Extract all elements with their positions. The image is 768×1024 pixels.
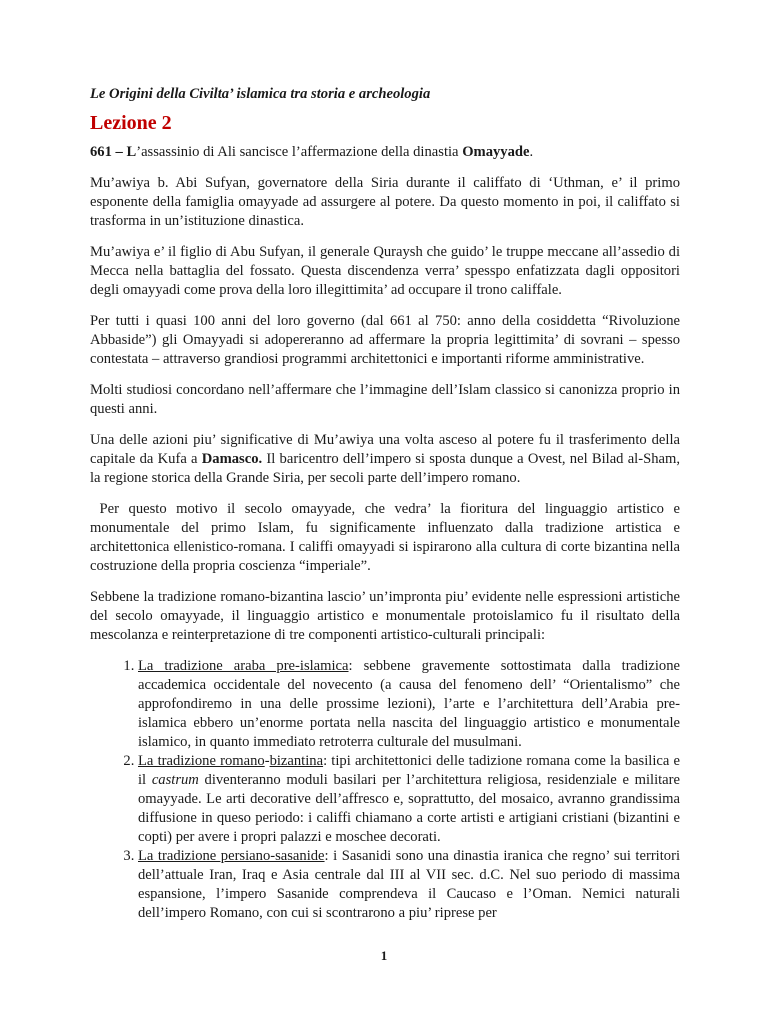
dynasty-name: Omayyade <box>462 144 530 160</box>
paragraph-2: Mu’awiya b. Abi Sufyan, governatore della Siria durante il califfato di ‘Uthman, e’ il primo esponente della famiglia omayyade ad assurgere al potere. Da questo momento in poi, il califfato si trasforma in un’istituzione dinastica. <box>90 175 680 229</box>
paragraph-4: Per tutti i quasi 100 anni del loro governo (dal 661 al 750: anno della cosiddetta “Rivoluzione Abbaside”) gli Omayyadi si adopereranno ad affermare la propria legittimita’ di sovrani – spesso contestata – attraverso grandiosi programmi architettonici e importanti riforme amministrative. <box>90 313 680 367</box>
lesson-title: Lezione 2 <box>90 112 172 134</box>
page-number: 1 <box>380 948 388 963</box>
list-item-text-b: diventeranno moduli basilari per l’architettura religiosa, residenziale e militare omayyade. Le arti decorative dell’affresco e, soprattutto, del mosaico, avranno grandissima diffusione in queso periodo: i califfi chiamano a corte artisti e artigiani cristiani (bizantini e copti) per avere i propri palazzi e moschee decorati. <box>138 772 680 845</box>
dash-l: – L <box>111 144 137 160</box>
capital-name: Damasco. <box>201 451 263 467</box>
list-item-label-sep: - <box>264 753 270 769</box>
paragraph-5: Molti studiosi concordano nell’affermare che l’immagine dell’Islam classico si canonizza proprio in questi anni. <box>90 382 680 417</box>
list-item <box>138 657 680 752</box>
list-item <box>138 752 680 847</box>
list-item-label-a: La tradizione romano <box>138 753 265 769</box>
paragraph-6-text-b: Il baricentro dell’impero si sposta dunque a Ovest, nel Bilad al-Sham, la regione storica della Grande Siria, per secoli parte dell’impero romano. <box>90 451 680 486</box>
paragraph-3: Mu’awiya e’ il figlio di Abu Sufyan, il generale Quraysh che guido’ le truppe meccane all’assedio di Mecca nella battaglia del fossato. Questa discendenza verra’ spesspo enfatizzata dagli oppositori degli omayyadi come prova della loro illegittimita’ ad occupare il trono califfale. <box>90 244 680 298</box>
list-item-text: : i Sasanidi sono una dinastia iranica che regno’ sui territori dell’attuale Iran, Iraq e Asia centrale dal III al VII sec. d.C. Nel suo periodo di massima espansione, l’impero Sasanide comprendeva il Caucaso e l’Oman. Nemici naturali dell’impero Romano, con cui si scontrarono a piu’ riprese per <box>138 848 680 921</box>
course-title: Le Origini della Civilta’ islamica tra storia e archeologia <box>90 86 431 102</box>
list-item-label: La tradizione persiano-sasanide <box>138 848 325 864</box>
list-item-label: La tradizione araba pre-islamica <box>138 658 349 674</box>
paragraph-1-text: ’assassinio di Ali sancisce l’affermazione della dinastia <box>136 144 463 160</box>
list-item <box>138 847 680 923</box>
paragraph-6 <box>90 431 680 488</box>
list-item-text-a: : tipi architettonici delle tadizione romana come la basilica e il <box>138 753 680 788</box>
list-item-label-b: bizantina <box>269 753 324 769</box>
paragraph-8: Sebbene la tradizione romano-bizantina lascio’ un’impronta piu’ evidente nelle espressioni artistiche del secolo omayyade, il linguaggio artistico e monumentale protoislamico fu il risultato della mescolanza e reinterpretazione di tre componenti artistico-culturali principali: <box>90 589 680 643</box>
paragraph-6-text-a: Una delle azioni piu’ significative di Mu’awiya una volta asceso al potere fu il trasferimento della capitale da Kufa a <box>90 432 680 467</box>
components-list <box>90 657 680 923</box>
list-item-text: : sebbene gravemente sottostimata dalla tradizione accademica occidentale del novecento (a causa del fenomeno dell’ “Orientalismo” che approfondiremo in una delle prossime lezioni), l’arte e l’architettura dell’Arabia pre-islamica ebbero un’enorme portata nella nascita del linguaggio artistico e monumentale islamico, in quanto immediato retroterra culturale del musulmani. <box>138 658 680 750</box>
paragraph-1-end: . <box>529 144 534 160</box>
year: 661 <box>90 144 112 160</box>
paragraph-7: Per questo motivo il secolo omayyade, che vedra’ la fioritura del linguaggio artistico e monumentale del primo Islam, fu significamente influenzato dalla tradizione artistica e architettonica ellenistico-romana. I califfi omayyadi si ispirarono alla cultura di corte bizantina nella costruzione della propria coscienza “imperiale”. <box>90 501 684 574</box>
list-item-italic: castrum <box>151 772 199 788</box>
paragraph-1 <box>90 143 680 162</box>
